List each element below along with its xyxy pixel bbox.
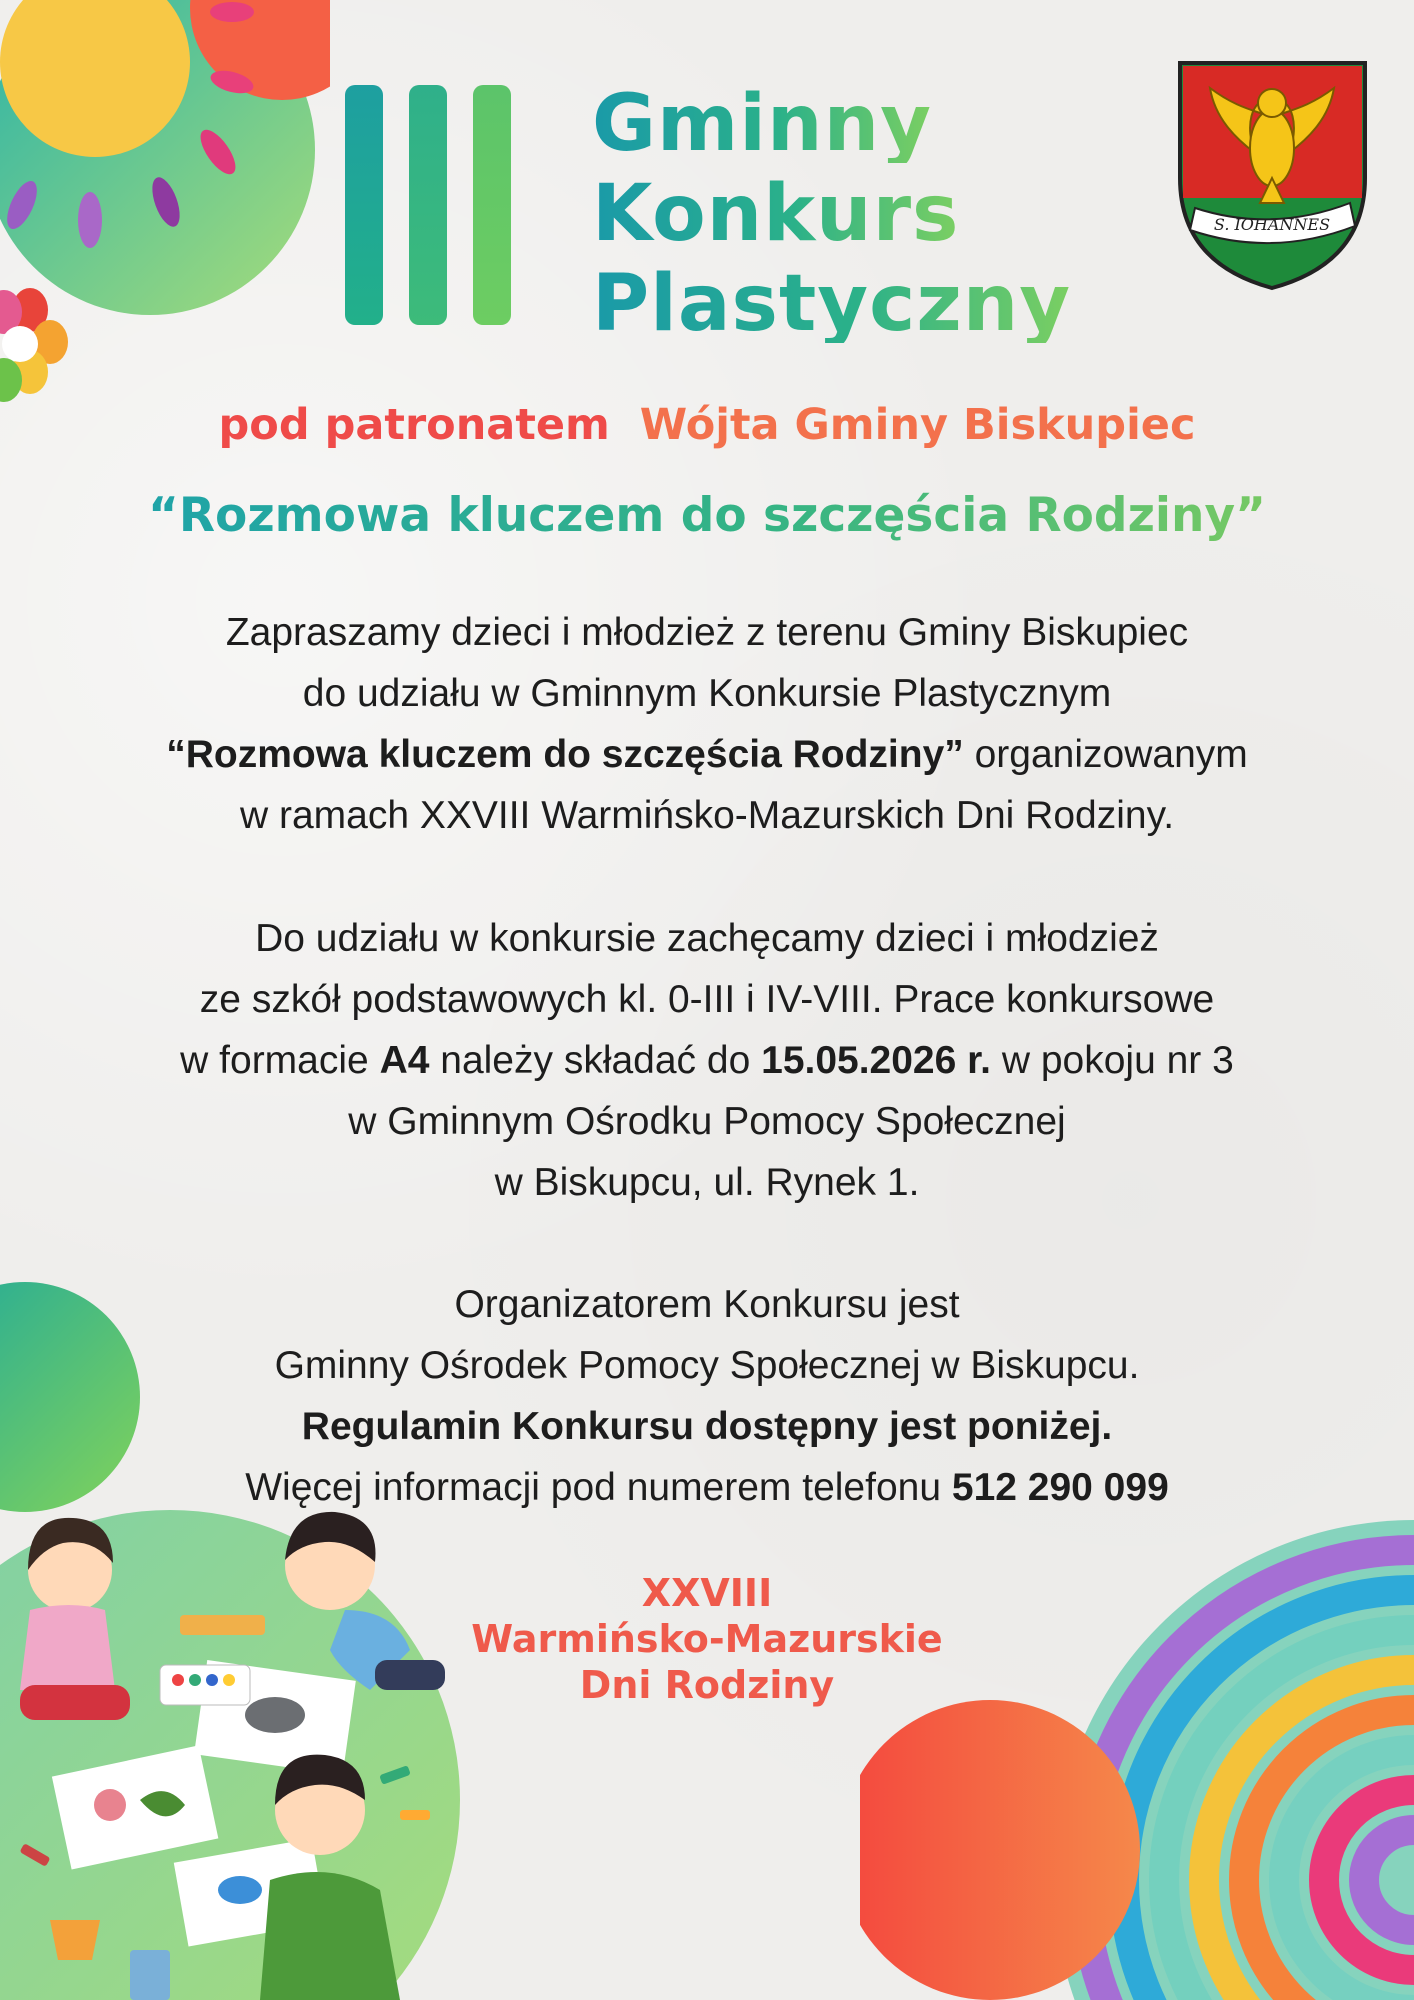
- event-line: Warmińsko-Mazurskie: [471, 1617, 943, 1661]
- children-painting-illustration: [0, 1470, 470, 2000]
- patronage-patron: Wójta Gminy Biskupiec: [639, 400, 1196, 450]
- title-gminny: Gminny: [592, 79, 932, 169]
- text-line: “Rozmowa kluczem do szczęścia Rodziny” organizowanym: [166, 733, 1248, 776]
- text-line: do udziału w Gminnym Konkursie Plastycznym: [302, 672, 1112, 715]
- sun-decoration: [0, 0, 330, 420]
- contest-name: “Rozmowa kluczem do szczęścia Rodziny”: [166, 733, 964, 776]
- text-line: Więcej informacji pod numerem telefonu 512 290 099: [245, 1466, 1169, 1509]
- roman-numeral-three: [345, 85, 511, 325]
- rules-link-text: Regulamin Konkursu dostępny jest poniżej.: [301, 1405, 1113, 1448]
- flower-icon: [0, 288, 68, 402]
- text-line: Gminny Ośrodek Pomocy Społecznej w Biskupcu.: [274, 1344, 1140, 1387]
- patronage-line: [0, 400, 1414, 450]
- event-line: Dni Rodziny: [579, 1663, 835, 1707]
- text-line: Do udziału w konkursie zachęcamy dzieci i młodzież: [255, 917, 1159, 960]
- svg-text:S. IOHANNES: S. IOHANNES: [1213, 215, 1331, 234]
- text-line: ze szkół podstawowych kl. 0-III i IV-VIII. Prace konkursowe: [199, 978, 1215, 1021]
- paragraph-invitation: [0, 602, 1414, 846]
- coat-of-arms-logo: [1175, 58, 1370, 293]
- text-line: Zapraszamy dzieci i młodzież z terenu Gminy Biskupiec: [225, 611, 1189, 654]
- deadline-date: 15.05.2026 r.: [761, 1039, 992, 1082]
- text-line: Organizatorem Konkursu jest: [454, 1283, 960, 1326]
- title-konkurs: Konkurs: [592, 169, 960, 259]
- text-line: w ramach XXVIII Warmińsko-Mazurskich Dni Rodziny.: [239, 794, 1175, 837]
- format-value: A4: [379, 1039, 430, 1082]
- phone-number: 512 290 099: [951, 1466, 1169, 1509]
- title-plastyczny: Plastyczny: [592, 259, 1072, 349]
- patronage-prefix: pod patronatem: [218, 400, 610, 450]
- event-line: XXVIII: [641, 1571, 773, 1615]
- paragraph-rules: [0, 908, 1414, 1213]
- text-line: w formacie A4 należy składać do 15.05.2026 r. w pokoju nr 3: [180, 1039, 1234, 1082]
- motto-title: “Rozmowa kluczem do szczęścia Rodziny”: [0, 488, 1414, 543]
- rainbow-decoration: [860, 1490, 1414, 2000]
- text-line: w Biskupcu, ul. Rynek 1.: [494, 1161, 920, 1204]
- event-title: [0, 1570, 1414, 1708]
- text-line: [0, 1396, 1414, 1457]
- text-line: w Gminnym Ośrodku Pomocy Społecznej: [348, 1100, 1066, 1143]
